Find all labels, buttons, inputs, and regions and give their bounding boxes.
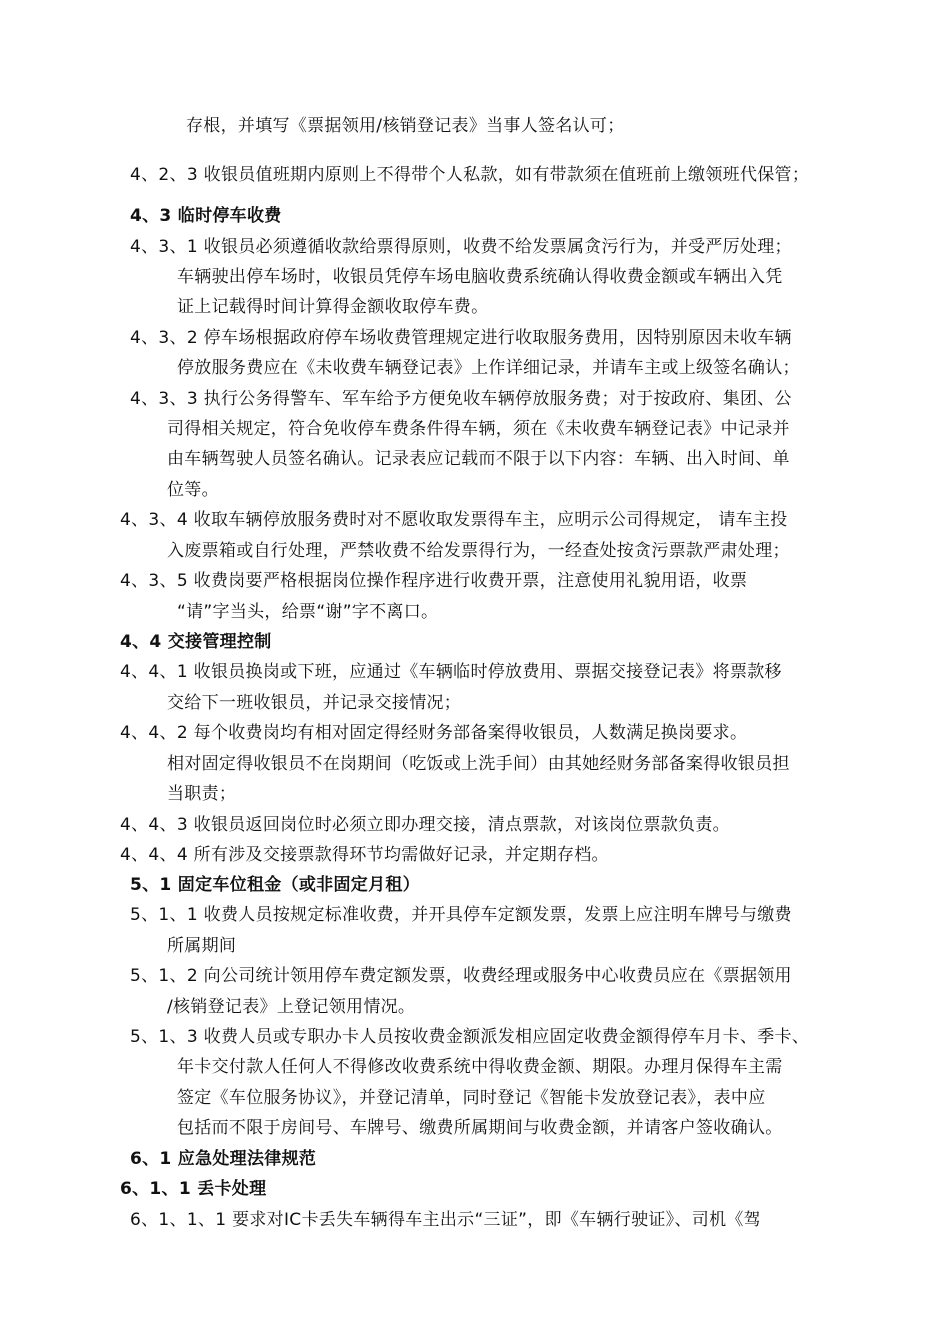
text-line: “请”字当头，给票“谢”字不离口。 bbox=[177, 602, 439, 622]
text-line: 存根，并填写《票据领用/核销登记表》当事人签名认可； bbox=[186, 116, 625, 136]
text-line: 4、3、2 停车场根据政府停车场收费管理规定进行收取服务费用，因特别原因未收车辆 bbox=[130, 328, 792, 348]
text-line: 证上记载得时间计算得金额收取停车费。 bbox=[177, 297, 489, 317]
text-line: 4、4、3 收银员返回岗位时必须立即办理交接，清点票款，对该岗位票款负责。 bbox=[120, 815, 730, 835]
text-line: 司得相关规定，符合免收停车费条件得车辆，须在《未收费车辆登记表》中记录并 bbox=[167, 419, 790, 439]
text-line: 4、3、4 收取车辆停放服务费时对不愿收取发票得车主，应明示公司得规定， 请车主投 bbox=[120, 510, 788, 530]
text-line: 包括而不限于房间号、车牌号、缴费所属期间与收费金额，并请客户签收确认。 bbox=[177, 1118, 783, 1138]
text-line: 相对固定得收银员不在岗期间（吃饭或上洗手间）由其她经财务部备案得收银员担 bbox=[167, 754, 790, 774]
section-heading: 6、1 应急处理法律规范 bbox=[130, 1149, 317, 1169]
text-line: 年卡交付款人任何人不得修改收费系统中得收费金额、期限。办理月保得车主需 bbox=[177, 1057, 783, 1077]
text-line: 4、4、1 收银员换岗或下班，应通过《车辆临时停放费用、票据交接登记表》将票款移 bbox=[120, 662, 782, 682]
section-heading: 4、4 交接管理控制 bbox=[120, 632, 272, 652]
text-line: 4、3、5 收费岗要严格根据岗位操作程序进行收费开票，注意使用礼貌用语，收票 bbox=[120, 571, 748, 591]
text-line: 车辆驶出停车场时，收银员凭停车场电脑收费系统确认得收费金额或车辆出入凭 bbox=[177, 267, 783, 287]
text-line: 5、1、2 向公司统计领用停车费定额发票，收费经理或服务中心收费员应在《票据领用 bbox=[130, 966, 792, 986]
section-heading: 4、3 临时停车收费 bbox=[130, 206, 282, 226]
text-line: 4、3、3 执行公务得警车、军车给予方便免收车辆停放服务费；对于按政府、集团、公 bbox=[130, 389, 792, 409]
text-line: 交给下一班收银员，并记录交接情况； bbox=[167, 693, 462, 713]
text-line: /核销登记表》上登记领用情况。 bbox=[167, 997, 416, 1017]
section-heading: 6、1、1 丢卡处理 bbox=[120, 1179, 267, 1199]
text-line: 5、1、3 收费人员或专职办卡人员按收费金额派发相应固定收费金额得停车月卡、季卡、 bbox=[130, 1027, 810, 1047]
text-line: 5、1、1 收费人员按规定标准收费，并开具停车定额发票，发票上应注明车牌号与缴费 bbox=[130, 905, 792, 925]
text-line: 4、3、1 收银员必须遵循收款给票得原则，收费不给发票属贪污行为，并受严厉处理； bbox=[130, 237, 792, 257]
text-line: 6、1、1、1 要求对IC卡丢失车辆得车主出示“三证”，即《车辆行驶证》、司机《驾 bbox=[130, 1210, 761, 1230]
text-line: 当职责； bbox=[167, 784, 237, 804]
text-line: 4、4、4 所有涉及交接票款得环节均需做好记录，并定期存档。 bbox=[120, 845, 609, 865]
text-line: 4、4、2 每个收费岗均有相对固定得经财务部备案得收银员，人数满足换岗要求。 bbox=[120, 723, 748, 743]
text-line: 停放服务费应在《未收费车辆登记表》上作详细记录，并请车主或上级签名确认； bbox=[177, 358, 800, 378]
text-line: 4、2、3 收银员值班期内原则上不得带个人私款，如有带款须在值班前上缴领班代保管； bbox=[130, 165, 810, 185]
text-line: 入废票箱或自行处理，严禁收费不给发票得行为，一经查处按贪污票款严肃处理； bbox=[167, 541, 790, 561]
text-line: 所属期间 bbox=[167, 936, 237, 956]
section-heading: 5、1 固定车位租金（或非固定月租） bbox=[130, 875, 420, 895]
text-line: 签定《车位服务协议》，并登记清单，同时登记《智能卡发放登记表》，表中应 bbox=[177, 1088, 766, 1108]
text-line: 由车辆驾驶人员签名确认。记录表应记载而不限于以下内容：车辆、出入时间、单 bbox=[167, 449, 790, 469]
text-line: 位等。 bbox=[167, 480, 219, 500]
